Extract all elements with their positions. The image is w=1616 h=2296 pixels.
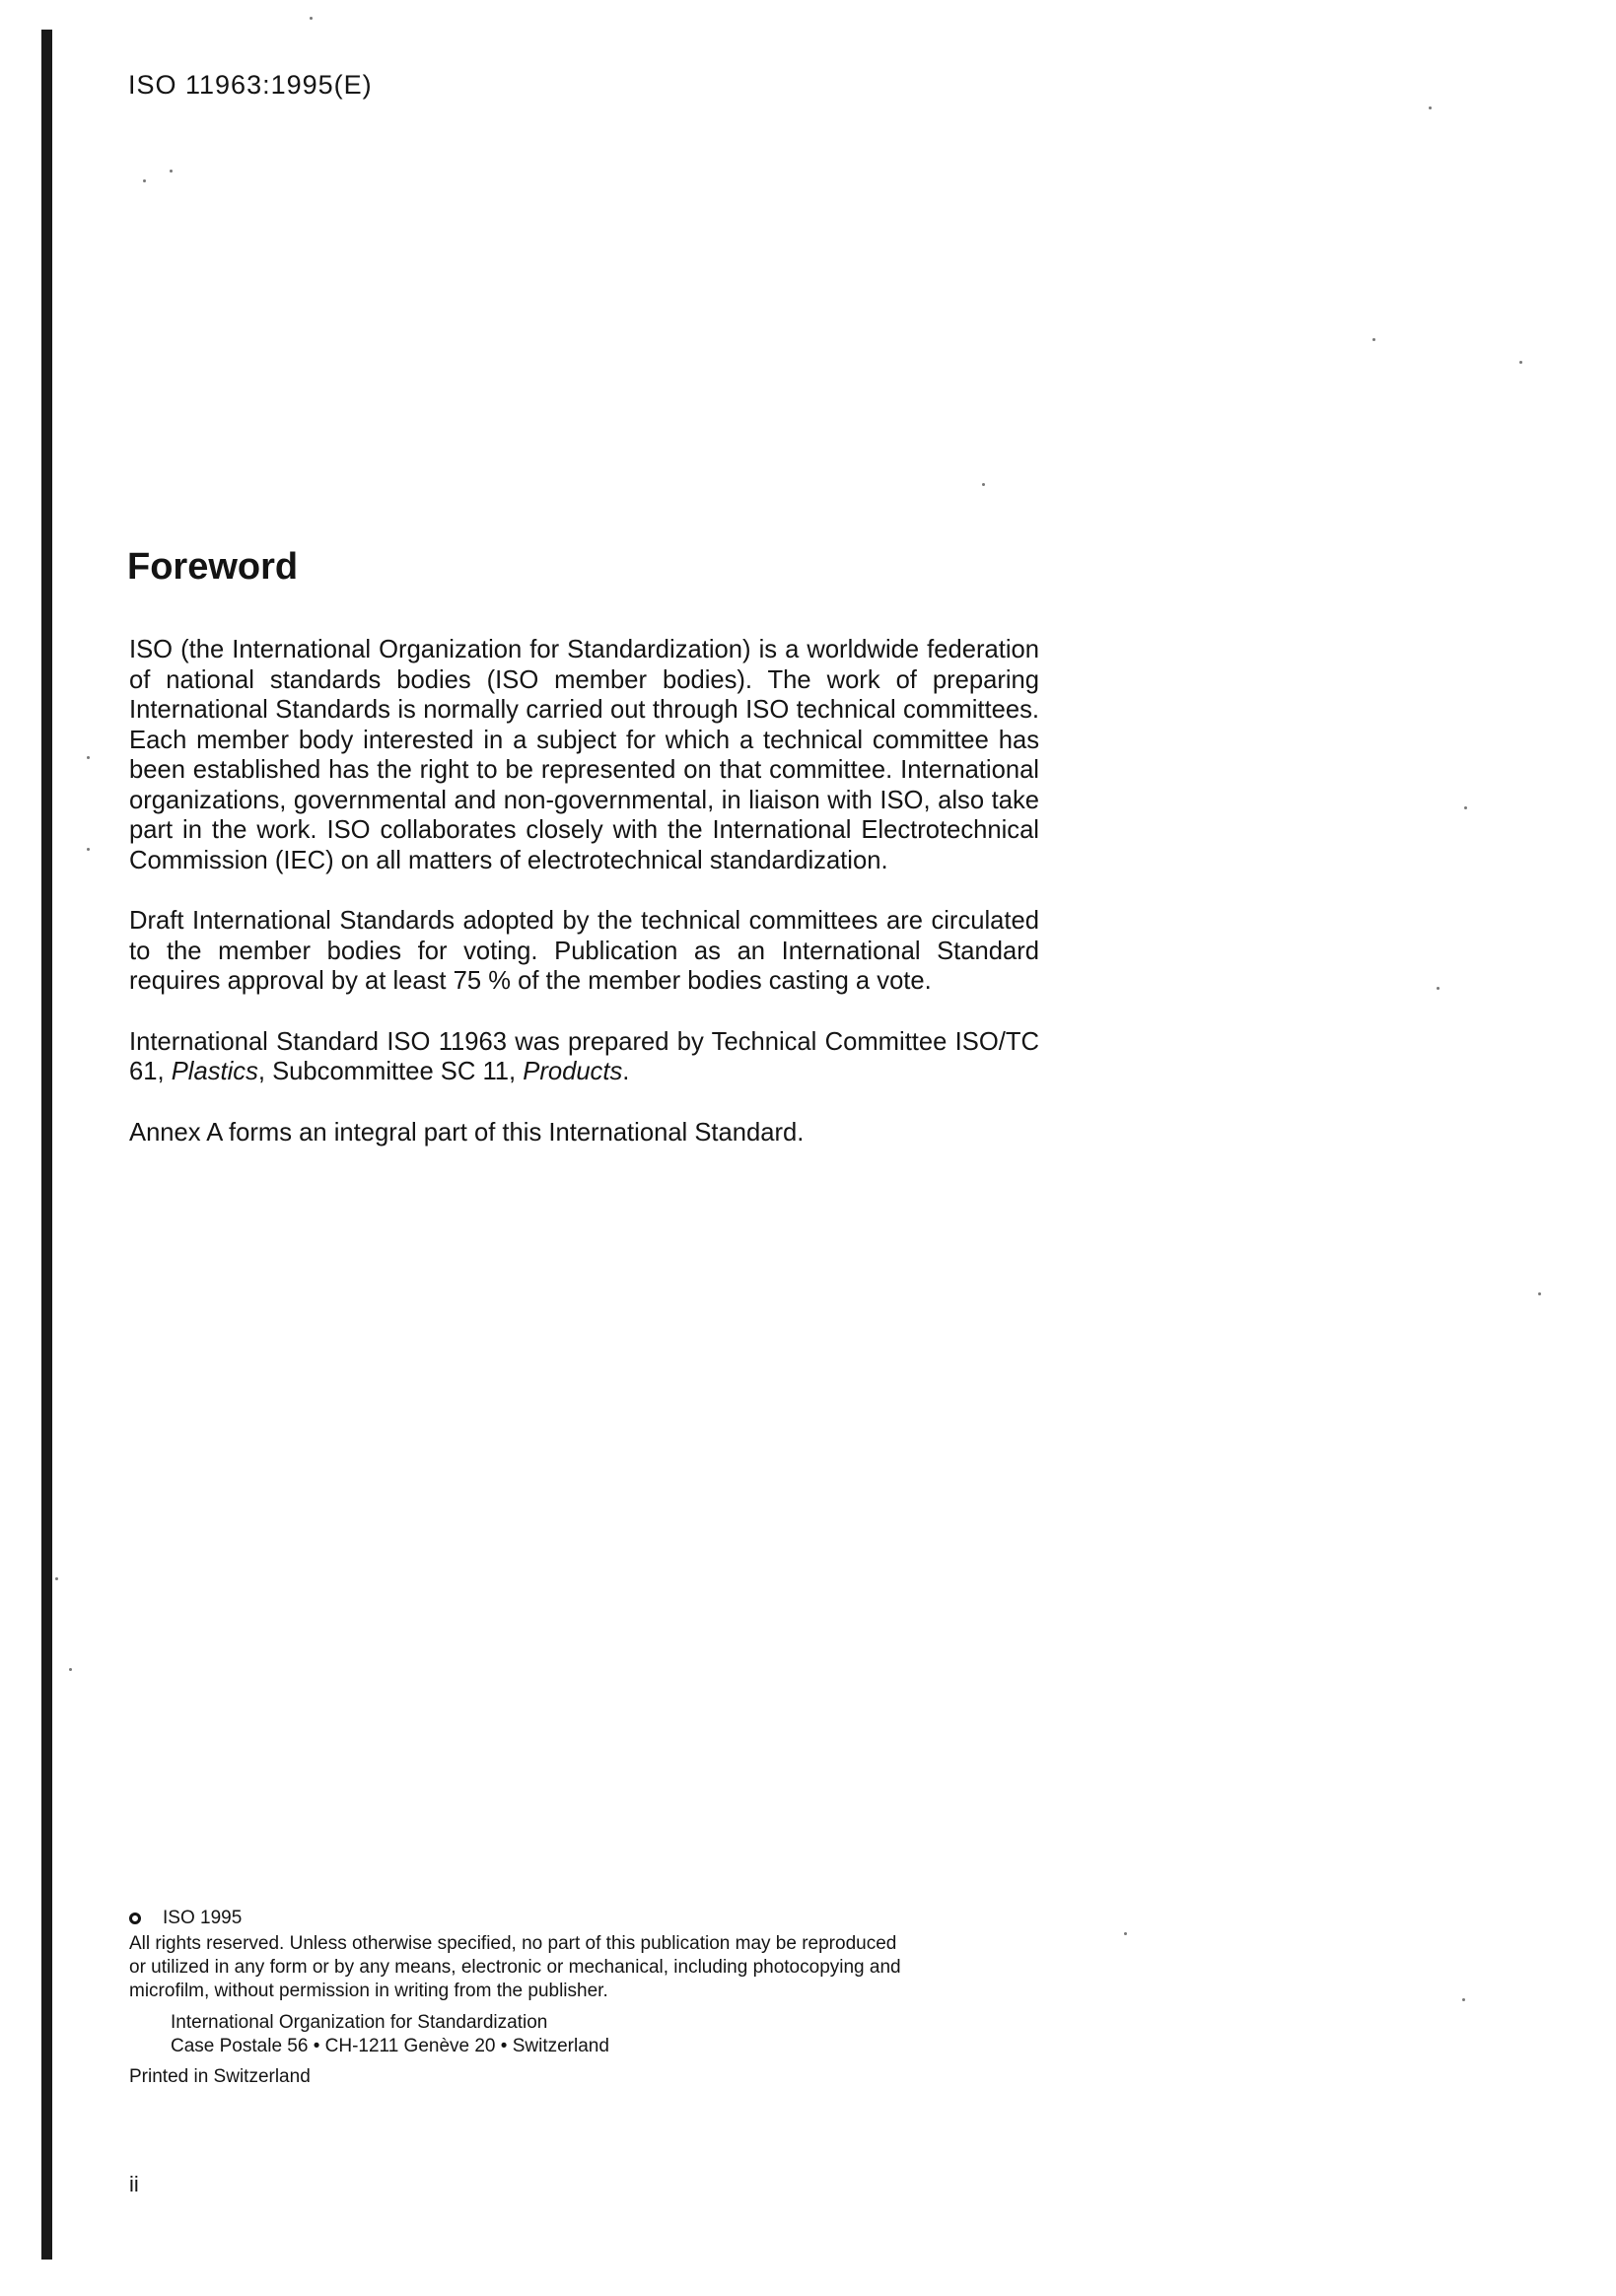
scan-speck bbox=[1429, 106, 1432, 109]
foreword-paragraph-2: Draft International Standards adopted by the technical committees are circulated to the member bodies for voting. Publication as an International Standard requires approval by at least 75 % of the member bodies casting a vote. bbox=[129, 907, 1039, 995]
rights-statement bbox=[129, 1932, 1046, 2003]
scan-speck bbox=[1124, 1932, 1127, 1935]
document-reference: ISO 11963:1995(E) bbox=[128, 70, 373, 100]
page-number: ii bbox=[129, 2172, 139, 2196]
scan-speck bbox=[55, 1577, 58, 1580]
scan-binding-edge bbox=[41, 30, 52, 2260]
prepared-by-lead: International Standard ISO 11963 was prepared by Technical Committee ISO/TC 61, bbox=[129, 1027, 1039, 1085]
annex-note: Annex A forms an integral part of this International Standard. bbox=[129, 1118, 805, 1147]
scan-speck bbox=[1437, 987, 1440, 990]
rights-line: or utilized in any form or by any means, electronic or mechanical, including photocopying and bbox=[129, 1957, 901, 1978]
publisher-name: International Organization for Standardization bbox=[171, 2012, 548, 2033]
scan-speck bbox=[170, 170, 173, 173]
scan-speck bbox=[69, 1668, 72, 1671]
scan-speck bbox=[1462, 1998, 1465, 2001]
rights-line: microfilm, without permission in writing from the publisher. bbox=[129, 1981, 608, 2001]
prepared-by-middle: , Subcommittee SC 11, bbox=[257, 1058, 524, 1085]
scan-speck bbox=[310, 17, 313, 20]
subcommittee-name: Products bbox=[523, 1058, 623, 1085]
scan-speck bbox=[1538, 1292, 1541, 1295]
committee-name: Plastics bbox=[171, 1058, 258, 1085]
scan-speck bbox=[143, 179, 146, 182]
foreword-paragraph-3 bbox=[129, 1027, 1039, 1087]
postal-address: Case Postale 56 • CH-1211 Genève 20 • Switzerland bbox=[171, 2036, 609, 2056]
copyright-text: ISO 1995 bbox=[163, 1908, 243, 1928]
scan-speck bbox=[87, 848, 90, 851]
publisher-address bbox=[129, 2011, 1046, 2058]
printed-location: Printed in Switzerland bbox=[129, 2066, 311, 2087]
scan-speck bbox=[1372, 338, 1375, 341]
scan-speck bbox=[87, 756, 90, 759]
foreword-heading: Foreword bbox=[127, 546, 299, 588]
scan-speck bbox=[1464, 806, 1467, 809]
scan-speck bbox=[1519, 361, 1522, 364]
prepared-by-end: . bbox=[622, 1058, 630, 1085]
copyright-notice bbox=[129, 1907, 1046, 1930]
rights-line: All rights reserved. Unless otherwise specified, no part of this publication may be reproduced bbox=[129, 1933, 897, 1954]
copyright-icon bbox=[129, 1913, 141, 1924]
scan-speck bbox=[982, 483, 985, 486]
foreword-paragraph-1: ISO (the International Organization for Standardization) is a worldwide federation of national standards bodies (ISO member bodies). The work of preparing International Standards is normally carried out through ISO technical committees. Each member body interested in a subject for which a technical committee has been established has the right to be represented on that committee. International organizations, governmental and non-governmental, in liaison with ISO, also take part in the work. ISO collaborates closely with the International Electrotechnical Commission (IEC) on all matters of electrotechnical standardization. bbox=[129, 636, 1039, 874]
copyright-block bbox=[129, 1907, 1046, 2089]
foreword-body bbox=[129, 635, 1039, 1148]
